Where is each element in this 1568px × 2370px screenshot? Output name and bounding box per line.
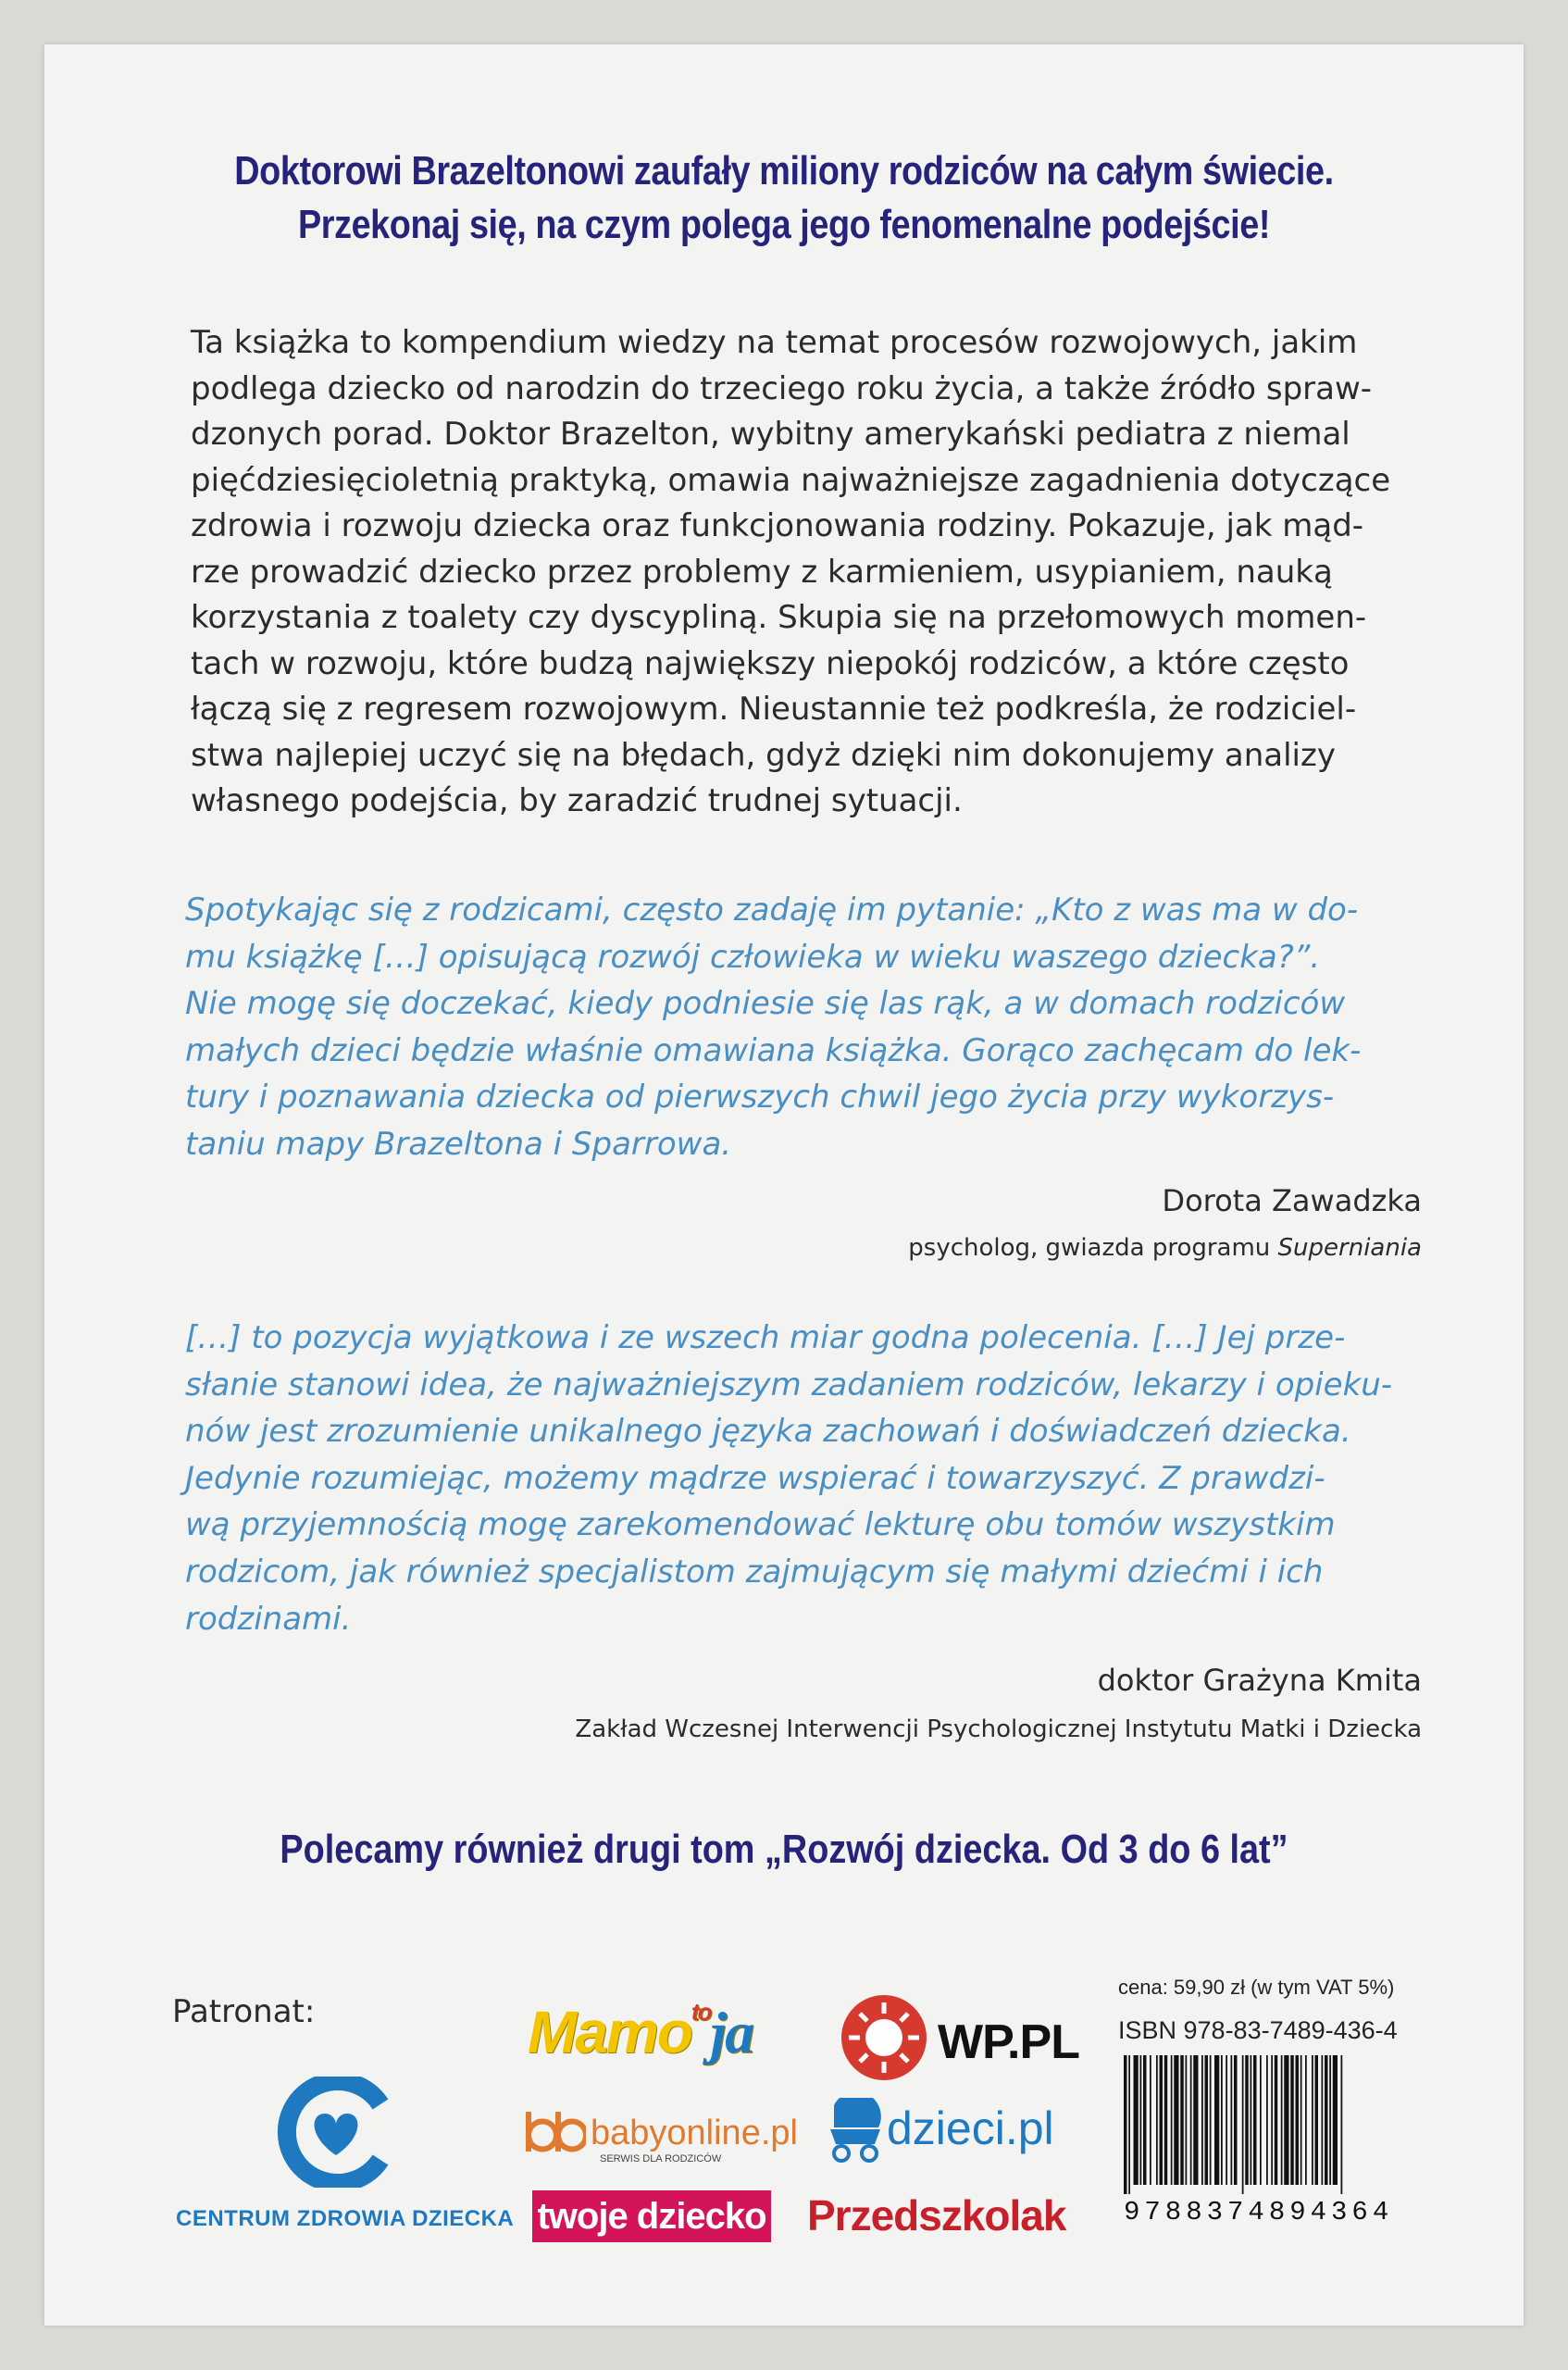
description-line: podlega dziecko od narodzin do trzeciego roku życia, a także źródło spraw- xyxy=(191,369,1373,407)
wp-logo-text: WP.PL xyxy=(938,2015,1079,2069)
description-line: rze prowadzić dziecko przez problemy z karmieniem, usypianiem, nauką xyxy=(191,553,1333,591)
isbn-label: ISBN 978-83-7489-436-4 xyxy=(1118,2016,1398,2044)
barcode-bar xyxy=(1242,2055,1244,2194)
twoje-dziecko-logo: twoje dziecko xyxy=(532,2190,771,2242)
barcode-bar xyxy=(1290,2055,1294,2185)
stroller-icon xyxy=(827,2098,884,2164)
barcode-bar xyxy=(1140,2055,1142,2185)
quote-line: mu książkę […] opisującą rozwój człowieka w wieku waszego dziecka?”. xyxy=(185,938,1321,976)
mamo-text: Mamo xyxy=(528,1999,691,2065)
barcode-bar xyxy=(1325,2055,1328,2185)
barcode-bar xyxy=(1164,2055,1168,2185)
book-back-cover xyxy=(44,44,1524,2326)
barcode-bar xyxy=(1312,2055,1313,2185)
quote-line: tury i poznawania dziecka od pierwszych chwil jego życia przy wykorzys- xyxy=(185,1079,1335,1116)
babyonline-icon xyxy=(521,2107,586,2163)
barcode-bar xyxy=(1300,2055,1302,2185)
barcode-bar xyxy=(1214,2055,1219,2185)
headline-line-2: Przekonaj się, na czym polega jego fenomenalne podejście! xyxy=(297,202,1271,247)
role-text: psycholog, gwiazda programu xyxy=(908,1234,1278,1262)
description-line: dzonych porad. Doktor Brazelton, wybitny amerykański pediatra z niemal xyxy=(191,416,1350,453)
barcode-bar xyxy=(1322,2055,1324,2185)
barcode-bar xyxy=(1266,2055,1268,2185)
barcode-bar xyxy=(1315,2055,1319,2185)
barcode-bar xyxy=(1221,2055,1223,2185)
description-paragraph xyxy=(191,320,1461,825)
price-label: cena: 59,90 zł (w tym VAT 5%) xyxy=(1118,1976,1395,1999)
barcode-bar xyxy=(1201,2055,1203,2185)
barcode-bar xyxy=(1296,2055,1300,2185)
babyonline-text: babyonline.pl xyxy=(591,2114,798,2152)
barcode-bar xyxy=(1180,2055,1184,2185)
barcode-bar xyxy=(1234,2055,1238,2185)
barcode-bar xyxy=(1160,2055,1164,2185)
barcode-bar xyxy=(1186,2055,1188,2185)
quote-author-role: Zakład Wczesnej Interwencji Psychologicznej Instytutu Matki i Dziecka xyxy=(575,1715,1422,1743)
barcode-bar xyxy=(1260,2055,1262,2185)
barcode-bar xyxy=(1231,2055,1233,2185)
ja-text: ja xyxy=(710,2000,753,2065)
centrum-zdrowia-text: CENTRUM ZDROWIA DZIECKA xyxy=(176,2206,515,2231)
barcode-bar xyxy=(1253,2055,1257,2185)
quote-line: […] to pozycja wyjątkowa i ze wszech miar godna polecenia. […] Jej prze- xyxy=(185,1319,1346,1356)
description-line: pięćdziesięcioletnią praktyką, omawia najważniejsze zagadnienia dotyczące xyxy=(191,461,1391,499)
quote-line: Spotykając się z rodzicami, często zadaję im pytanie: „Kto z was ma w do- xyxy=(185,892,1359,929)
barcode-bar xyxy=(1134,2055,1139,2185)
barcode-bar xyxy=(1128,2055,1130,2194)
barcode-bar xyxy=(1245,2055,1249,2185)
barcode-bar xyxy=(1193,2055,1198,2185)
description-line: stwa najlepiej uczyć się na błędach, gdyż dzięki nim dokonujemy analizy xyxy=(191,736,1336,774)
barcode-bar xyxy=(1143,2055,1147,2185)
barcode-bar xyxy=(1226,2055,1227,2185)
barcode-bar xyxy=(1156,2055,1158,2185)
quote-line: nów jest zrozumienie unikalnego języka zachowań i doświadczeń dziecka. xyxy=(185,1413,1351,1451)
description-line: zdrowia i rozwoju dziecka oraz funkcjonowania rodziny. Pokazuje, jak mąd- xyxy=(191,507,1364,544)
quote-kmita xyxy=(185,1315,1462,1642)
heart-circle-icon xyxy=(271,2077,401,2188)
quote-line: małych dzieci będzie właśnie omawiana książka. Gorąco zachęcam do lek- xyxy=(185,1031,1362,1069)
barcode-bar xyxy=(1124,2055,1127,2194)
barcode-bar xyxy=(1171,2055,1173,2185)
description-line: tach w rozwoju, które budzą największy niepokój rodziców, a które często xyxy=(191,644,1350,682)
barcode-bar xyxy=(1251,2055,1252,2185)
wp-sun-icon xyxy=(838,1991,930,2084)
barcode-bar xyxy=(1333,2055,1338,2185)
quote-line: Nie mogę się doczekać, kiedy podniesie się las rąk, a w domach rodziców xyxy=(185,985,1346,1023)
description-line: własnego podejścia, by zaradzić trudnej sytuacji. xyxy=(191,782,963,819)
recommendation: Polecamy również drugi tom „Rozwój dziecka. Od 3 do 6 lat” xyxy=(280,1827,1288,1872)
to-text: to xyxy=(691,1998,711,2026)
description-line: łączą się z regresem rozwojowym. Nieustannie też podkreśla, że rodziciel- xyxy=(191,691,1357,728)
quote-author-role xyxy=(908,1234,1422,1262)
quote-line: taniu mapy Brazeltona i Sparrowa. xyxy=(185,1125,732,1163)
babyonline-subtext: SERWIS DLA RODZICÓW xyxy=(600,2153,722,2164)
barcode-bar xyxy=(1150,2055,1151,2185)
barcode-bar xyxy=(1275,2055,1278,2185)
quote-author: doktor Grażyna Kmita xyxy=(1097,1663,1422,1698)
barcode-bar xyxy=(1341,2055,1343,2194)
barcode-bar xyxy=(1329,2055,1331,2185)
quote-zawadzka xyxy=(185,887,1462,1168)
barcode-bar xyxy=(1174,2055,1178,2185)
quote-line: rodzicom, jak również specjalistom zajmującym się małymi dziećmi i ich xyxy=(185,1553,1324,1590)
dzieci-logo-text: dzieci.pl xyxy=(887,2102,1054,2154)
barcode-bar xyxy=(1284,2055,1288,2185)
mamotoja-logo xyxy=(528,1998,753,2067)
quote-line: słanie stanowi idea, że najważniejszym zadaniem rodziców, lekarzy i opieku- xyxy=(185,1366,1393,1403)
barcode-bar xyxy=(1190,2055,1192,2185)
description-line: Ta książka to kompendium wiedzy na temat procesów rozwojowych, jakim xyxy=(191,324,1358,361)
przedszkolak-logo: Przedszkolak xyxy=(807,2191,1066,2239)
barcode-bar xyxy=(1205,2055,1209,2185)
barcode-bar xyxy=(1271,2055,1273,2185)
barcode-bar xyxy=(1210,2055,1212,2185)
barcode-bars xyxy=(1118,2055,1414,2194)
barcode-bar xyxy=(1281,2055,1283,2185)
patronat-label: Patronat: xyxy=(172,1993,316,2030)
quote-line: rodzinami. xyxy=(185,1600,352,1638)
description-line: korzystania z toalety czy dyscypliną. Skupia się na przełomowych momen- xyxy=(191,599,1367,636)
quote-line: wą przyjemnością mogę zarekomendować lekturę obu tomów wszystkim xyxy=(185,1506,1336,1544)
centrum-zdrowia-logo xyxy=(271,2077,401,2188)
barcode xyxy=(1118,2055,1414,2194)
headline-line-1: Doktorowi Brazeltonowi zaufały miliony rodziców na całym świecie. xyxy=(234,148,1334,193)
wp-logo-badge xyxy=(838,1991,930,2084)
barcode-number: 9788374894364 xyxy=(1124,2197,1394,2227)
quote-author: Dorota Zawadzka xyxy=(1162,1183,1422,1218)
tv-show-name: Superniania xyxy=(1277,1234,1422,1262)
barcode-bar xyxy=(1305,2055,1307,2185)
quote-line: Jedynie rozumiejąc, możemy mądrze wspierać i towarzyszyć. Z prawdzi- xyxy=(185,1459,1325,1497)
